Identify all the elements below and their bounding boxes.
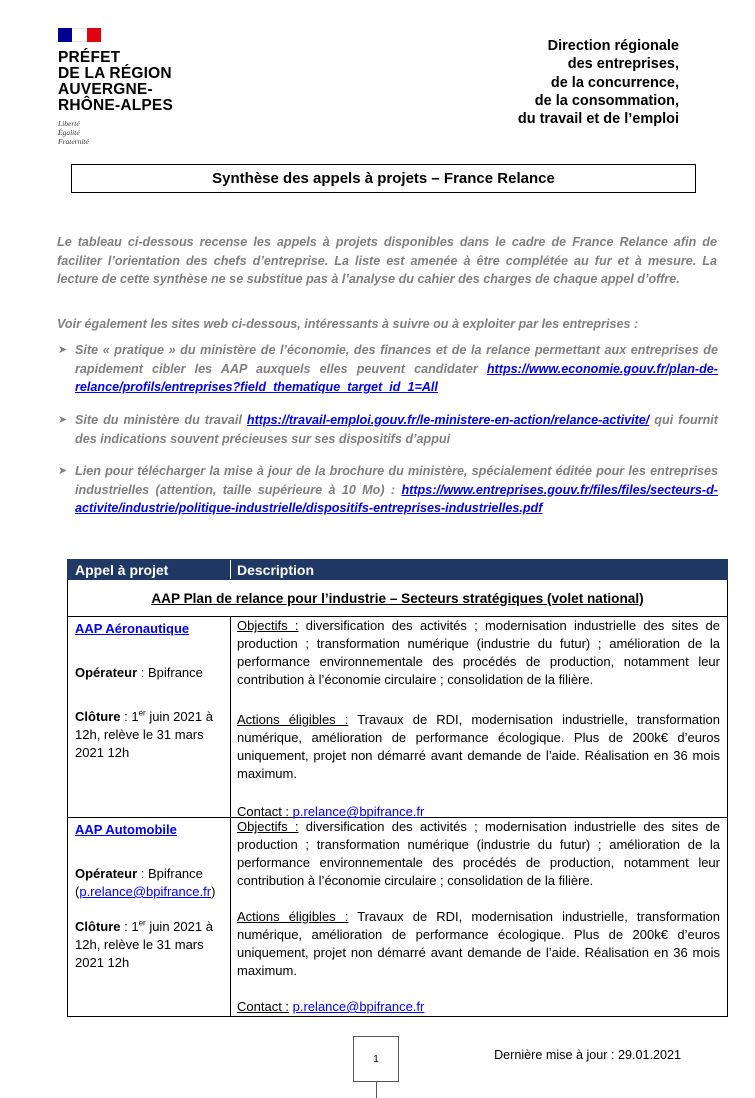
link-economie[interactable]: https://www.economie.gouv.fr/plan-de-relance/profils/entreprises?field_thematique_target_id_1=All: [75, 361, 718, 394]
document-title: Synthèse des appels à projets – France Relance: [71, 164, 696, 193]
row-project-cell: AAP Aéronautique Opérateur : Bpifrance Clôture : 1er juin 2021 à 12h, relève le 31 mars 2021 12h: [68, 617, 231, 817]
projects-table: [67, 559, 728, 1017]
bullet-brochure: ➤ Lien pour télécharger la mise à jour de la brochure du ministère, spécialement éditée pour les entreprises industrielles (attention, taille supérieure à 10 Mo) : https://www.entreprises.gouv.fr/files/files/secteurs-d-activite/industrie/politique-industrielle/dispositifs-entreprises-industrielles.pdf: [58, 462, 718, 518]
arrow-bullet-icon: ➤: [58, 465, 68, 477]
intro-paragraph: Le tableau ci-dessous recense les appels à projets disponibles dans le cadre de France Relance afin de faciliter l’orientation des chefs d’entreprise. La liste est amenée à être complétée au fur et à mesure. La lecture de cette synthèse ne se substitue pas à l’analyse du cahier des charges de chaque appel d’offre.: [57, 235, 717, 286]
link-brochure[interactable]: https://www.entreprises.gouv.fr/files/files/secteurs-d-activite/industrie/politique-industrielle/dispositifs-entreprises-industrielles.pdf: [75, 482, 718, 515]
prefet-logo: [58, 28, 188, 146]
table-row: [67, 617, 728, 818]
logo-motto: Liberté Égalité Fraternité: [58, 119, 89, 146]
arrow-bullet-icon: ➤: [58, 344, 68, 356]
logo-title: PRÉFET DE LA RÉGION AUVERGNE- RHÔNE-ALPES: [58, 49, 174, 114]
contact-email-link[interactable]: p.relance@bpifrance.fr: [292, 804, 425, 819]
column-header-appel: Appel à projet: [68, 560, 231, 579]
contact-email-link[interactable]: p.relance@bpifrance.fr: [292, 999, 425, 1014]
sites-intro: Voir également les sites web ci-dessous, intéressants à suivre ou à exploiter par les entreprises :: [57, 317, 639, 331]
table-header: [67, 559, 728, 580]
row-project-cell: AAP Automobile Opérateur : Bpifrance (p.relance@bpifrance.fr) Clôture : 1er juin 2021 à 12h, relève le 31 mars 2021 12h: [68, 818, 231, 1016]
link-travail[interactable]: https://travail-emploi.gouv.fr/le-ministere-en-action/relance-activite/: [246, 413, 650, 427]
section-title: AAP Plan de relance pour l’industrie – Secteurs stratégiques (volet national): [67, 580, 728, 617]
page-number: 1: [353, 1036, 399, 1082]
french-flag-icon: [58, 28, 101, 42]
direction-header: Direction régionale des entreprises, de la concurrence, de la consommation, du travail et de l’emploi: [517, 38, 679, 128]
column-header-description: Description: [237, 561, 315, 578]
arrow-bullet-icon: ➤: [58, 414, 68, 426]
bullet-travail: ➤ Site du ministère du travail https://travail-emploi.gouv.fr/le-ministere-en-action/relance-activite/ qui fournit des indications souvent précieuses sur ses dispositifs d’appui: [58, 411, 718, 448]
last-update: Dernière mise à jour : 29.01.2021: [494, 1048, 681, 1062]
aap-automobile-link[interactable]: AAP Automobile: [75, 822, 177, 837]
operator-email-link[interactable]: p.relance@bpifrance.fr: [79, 884, 212, 899]
footer-divider: [376, 1082, 377, 1098]
row-description-cell: Objectifs : diversification des activités ; modernisation industrielle des sites de production ; transformation numérique (industrie du futur) ; amélioration de la performance environnementale des procédés de production, notamment leur contribution à l’économie circulaire ; consolidation de la filière. Actions éligibles : Travaux de RDI, modernisation industrielle, transformation numérique, amélioration de performance écologique. Plus de 200k€ d’euros uniquement, projet non démarré avant demande de l’aide. Réalisation en 36 mois maximum. Contact : p.relance@bpifrance.fr: [237, 819, 721, 1014]
row-description-cell: Objectifs : diversification des activités ; modernisation industrielle des sites de production ; transformation numérique (industrie du futur) ; amélioration de la performance environnementale des procédés de production, notamment leur contribution à l’économie circulaire ; consolidation de la filière. Actions éligibles : Travaux de RDI, modernisation industrielle, transformation numérique, amélioration de performance écologique. Plus de 200k€ d’euros uniquement, projet non démarré avant demande de l’aide. Réalisation en 36 mois maximum. Contact : p.relance@bpifrance.fr: [237, 618, 721, 819]
table-row: [67, 818, 728, 1017]
aap-aeronautique-link[interactable]: AAP Aéronautique: [75, 621, 190, 636]
bullet-economie: ➤ Site « pratique » du ministère de l’économie, des finances et de la relance permettant aux entreprises de rapidement cibler les AAP auxquels elles peuvent candidater https://www.economie.gouv.fr/plan-de-relance/profils/entreprises?field_thematique_target_id_1=All: [58, 341, 718, 397]
